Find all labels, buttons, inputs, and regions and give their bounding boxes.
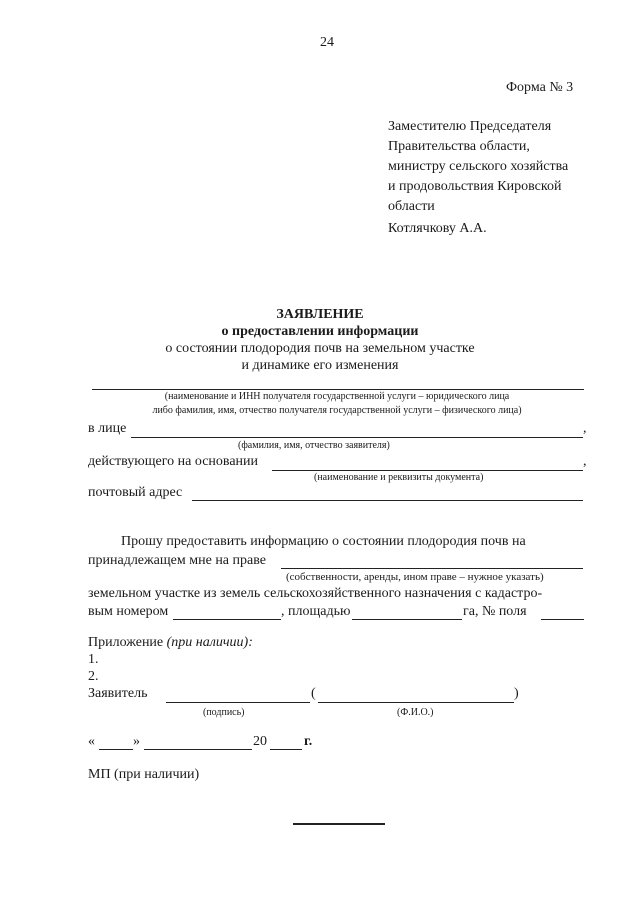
attachment-item: 2. — [88, 669, 99, 684]
applicant-hint-2: либо фамилия, имя, отчество получателя государственной услуги – физического лица) — [152, 405, 522, 416]
right-type-field[interactable] — [281, 568, 583, 569]
addressee-line: области — [388, 199, 435, 214]
request-right-label: принадлежащем мне на праве — [88, 553, 266, 568]
title-line-3: о состоянии плодородия почв на земельном участке — [165, 341, 475, 356]
addressee-block — [388, 117, 568, 217]
attachment-item: 1. — [88, 652, 99, 667]
applicant-signature-label: Заявитель — [88, 686, 148, 701]
fio-hint: (Ф.И.О.) — [397, 707, 434, 718]
close-paren: ) — [514, 686, 519, 701]
postal-address-label: почтовый адрес — [88, 485, 183, 500]
applicant-line[interactable] — [92, 389, 584, 390]
cadastral-label: вым номером — [88, 604, 169, 619]
title-line-4: и динамике его изменения — [241, 358, 399, 373]
date-day-field[interactable] — [99, 749, 133, 750]
request-line-1: Прошу предоставить информацию о состоянии плодородия почв на — [121, 534, 526, 549]
form-number: Форма № 3 — [506, 80, 574, 95]
comma: , — [583, 421, 587, 436]
attachments-label: Приложение — [88, 635, 164, 650]
stamp-label: МП (при наличии) — [88, 767, 200, 782]
comma: , — [583, 454, 587, 469]
area-field[interactable] — [352, 619, 462, 620]
date-year-prefix: 20 — [253, 734, 267, 749]
date-year-suffix: г. — [304, 734, 313, 749]
addressee-line: и продовольствия Кировской — [388, 179, 562, 194]
footer-separator — [293, 823, 385, 825]
date-month-field[interactable] — [144, 749, 252, 750]
acting-basis-label: действующего на основании — [88, 454, 259, 469]
date-year-field[interactable] — [270, 749, 302, 750]
postal-address-field[interactable] — [192, 500, 583, 501]
field-number-label: га, № поля — [463, 604, 527, 619]
addressee-line: Заместителю Председателя — [388, 119, 552, 134]
attachments-heading — [88, 635, 253, 651]
signature-hint: (подпись) — [203, 707, 245, 718]
area-label: , площадью — [281, 604, 351, 619]
addressee-line: Правительства области, — [388, 139, 530, 154]
acting-basis-field[interactable] — [272, 470, 583, 471]
in-person-field[interactable] — [131, 437, 583, 438]
cadastral-number-field[interactable] — [173, 619, 281, 620]
fio-field[interactable] — [318, 702, 514, 703]
request-line-3: земельном участке из земель сельскохозяйственного назначения с кадастро- — [88, 586, 543, 601]
applicant-hint-1: (наименование и ИНН получателя государственной услуги – юридического лица — [164, 391, 510, 402]
attachments-note: (при наличии): — [166, 635, 253, 650]
field-number-field[interactable] — [541, 619, 584, 620]
in-person-hint: (фамилия, имя, отчество заявителя) — [238, 440, 390, 451]
date-open-quote: « — [88, 734, 95, 749]
right-type-hint: (собственности, аренды, ином праве – нужное указать) — [286, 571, 544, 583]
date-close-quote: » — [133, 734, 140, 749]
in-person-label: в лице — [88, 421, 127, 436]
addressee-name: Котлячкову А.А. — [388, 221, 487, 236]
page-number: 24 — [320, 35, 334, 50]
signature-field[interactable] — [166, 702, 310, 703]
acting-basis-hint: (наименование и реквизиты документа) — [314, 472, 484, 483]
document-title: ЗАЯВЛЕНИЕ — [276, 307, 364, 322]
open-paren: ( — [311, 686, 316, 701]
addressee-line: министру сельского хозяйства — [388, 159, 569, 174]
document-subtitle: о предоставлении информации — [221, 324, 419, 339]
